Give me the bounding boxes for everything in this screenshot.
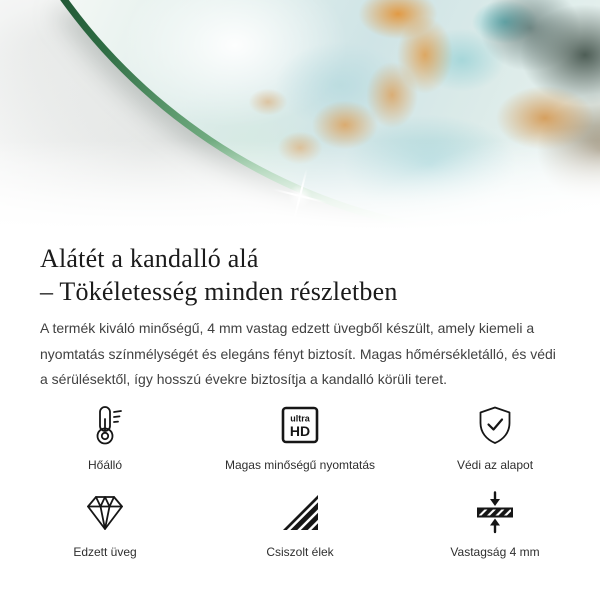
feature-label: Edzett üveg [73,544,137,559]
ultra-hd-icon [278,403,322,447]
feature-protects-base [420,403,570,472]
feature-heat-resistant [30,403,180,472]
polished-edge-icon [278,490,322,534]
feature-polished-edges [180,490,420,559]
svg-text:HD: HD [289,422,311,439]
diamond-icon [83,490,127,534]
svg-text:ultra: ultra [290,413,310,423]
thickness-icon [473,490,517,534]
feature-label: Védi az alapot [456,457,534,472]
product-description: A termék kiváló minőségű, 4 mm vastag edzett üvegből készült, amely kiemeli a nyomtatás színmélységét és elegáns fényt biztosít. Magas hőmérsékletálló, és védi a sérülésektől, így hosszú évekre biztosítja a kandalló körüli teret. [40,320,556,387]
feature-label: Vastagság 4 mm [450,544,540,559]
feature-grid [0,403,600,559]
feature-label: Magas minőségű nyomtatás [224,457,376,472]
shield-check-icon [473,403,517,447]
title-line-1: Alátét a kandalló alá [40,244,259,273]
feature-thickness [420,490,570,559]
feature-label: Hőálló [87,457,123,472]
feature-tempered-glass [30,490,180,559]
feature-print-quality [180,403,420,472]
feature-label: Csiszolt élek [266,544,334,559]
product-image [0,0,600,234]
page-title [40,242,560,308]
thermometer-icon [83,403,127,447]
title-line-2: – Tökéletesség minden részletben [40,277,398,306]
